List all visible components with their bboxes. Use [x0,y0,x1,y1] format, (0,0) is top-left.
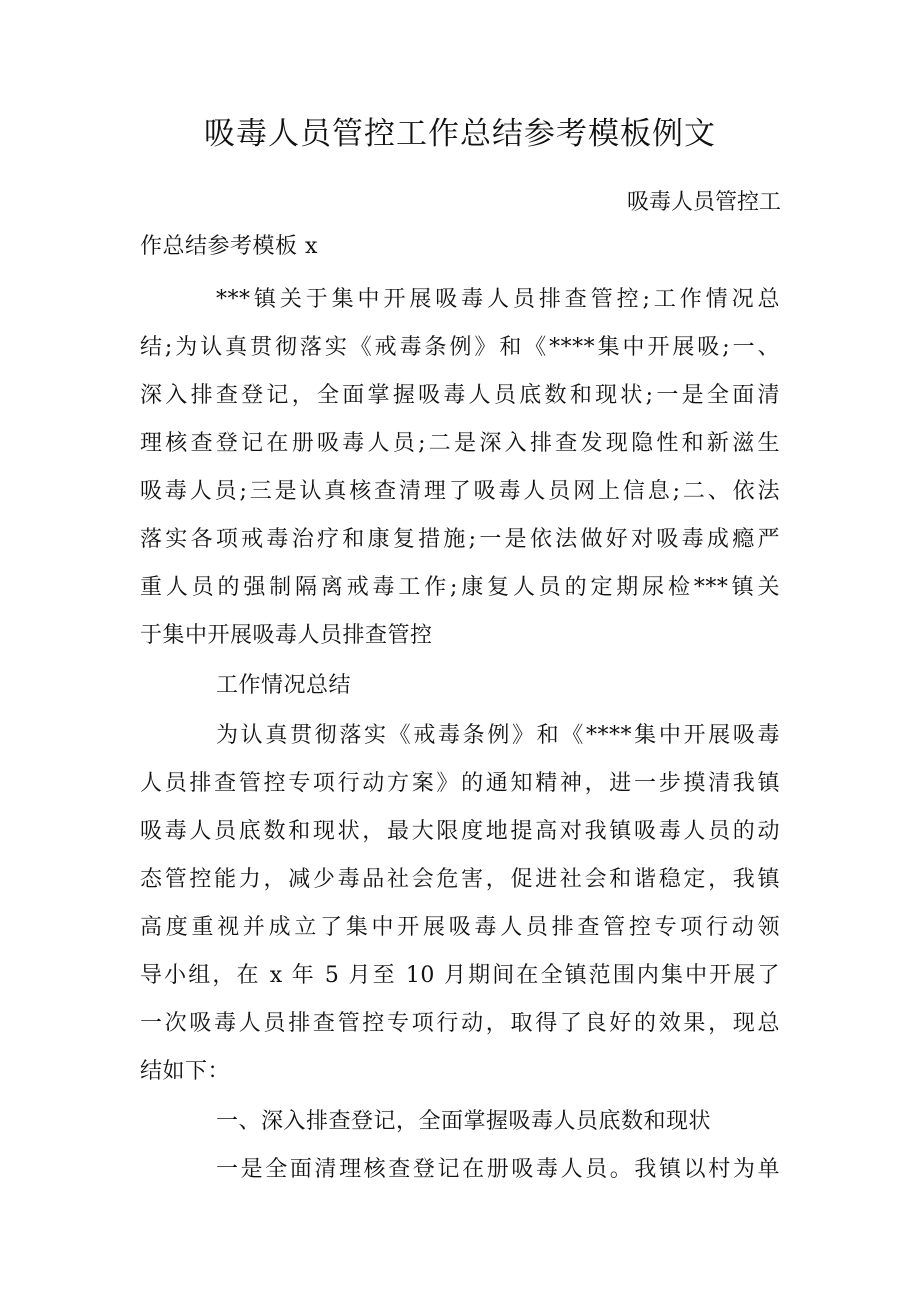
text-line: 落实各项戒毒治疗和康复措施;一是依法做好对吸毒成瘾严 [140,527,780,552]
text-line: 于集中开展吸毒人员排查管控 [140,623,433,648]
text-line: 结;为认真贯彻落实《戒毒条例》和《****集中开展吸;一、 [140,335,780,360]
text-line: 理核查登记在册吸毒人员;二是深入排查发现隐性和新滋生 [140,431,780,456]
text-line: 重人员的强制隔离戒毒工作;康复人员的定期尿检***镇关 [140,575,780,600]
text-line: 高度重视并成立了集中开展吸毒人员排查管控专项行动领 [140,915,780,940]
section-heading: 工作情况总结 [216,673,352,698]
text-line: 作总结参考模板 x [140,234,318,259]
text-line: 人员排查管控专项行动方案》的通知精神，进一步摸清我镇 [140,771,780,796]
text-line: ***镇关于集中开展吸毒人员排查管控;工作情况总 [216,287,780,312]
text-line: 一是全面清理核查登记在册吸毒人员。我镇以村为单 [216,1157,780,1182]
text-line: 深入排查登记，全面掌握吸毒人员底数和现状;一是全面清 [140,383,780,408]
text-line: 吸毒人员底数和现状，最大限度地提高对我镇吸毒人员的动 [140,819,780,844]
text-line: 导小组，在 x 年 5 月至 10 月期间在全镇范围内集中开展了 [140,963,780,988]
text-line: 态管控能力，减少毒品社会危害，促进社会和谐稳定，我镇 [140,867,780,892]
document-title: 吸毒人员管控工作总结参考模板例文 [204,116,716,152]
author-line: 吸毒人员管控工 [626,190,781,215]
text-line: 吸毒人员;三是认真核查清理了吸毒人员网上信息;二、依法 [140,479,780,504]
section-heading: 一、深入排查登记，全面掌握吸毒人员底数和现状 [216,1109,712,1134]
text-line: 结如下： [140,1059,231,1084]
text-line: 一次吸毒人员排查管控专项行动，取得了良好的效果，现总 [140,1011,780,1036]
text-line: 为认真贯彻落实《戒毒条例》和《****集中开展吸毒 [216,723,780,748]
